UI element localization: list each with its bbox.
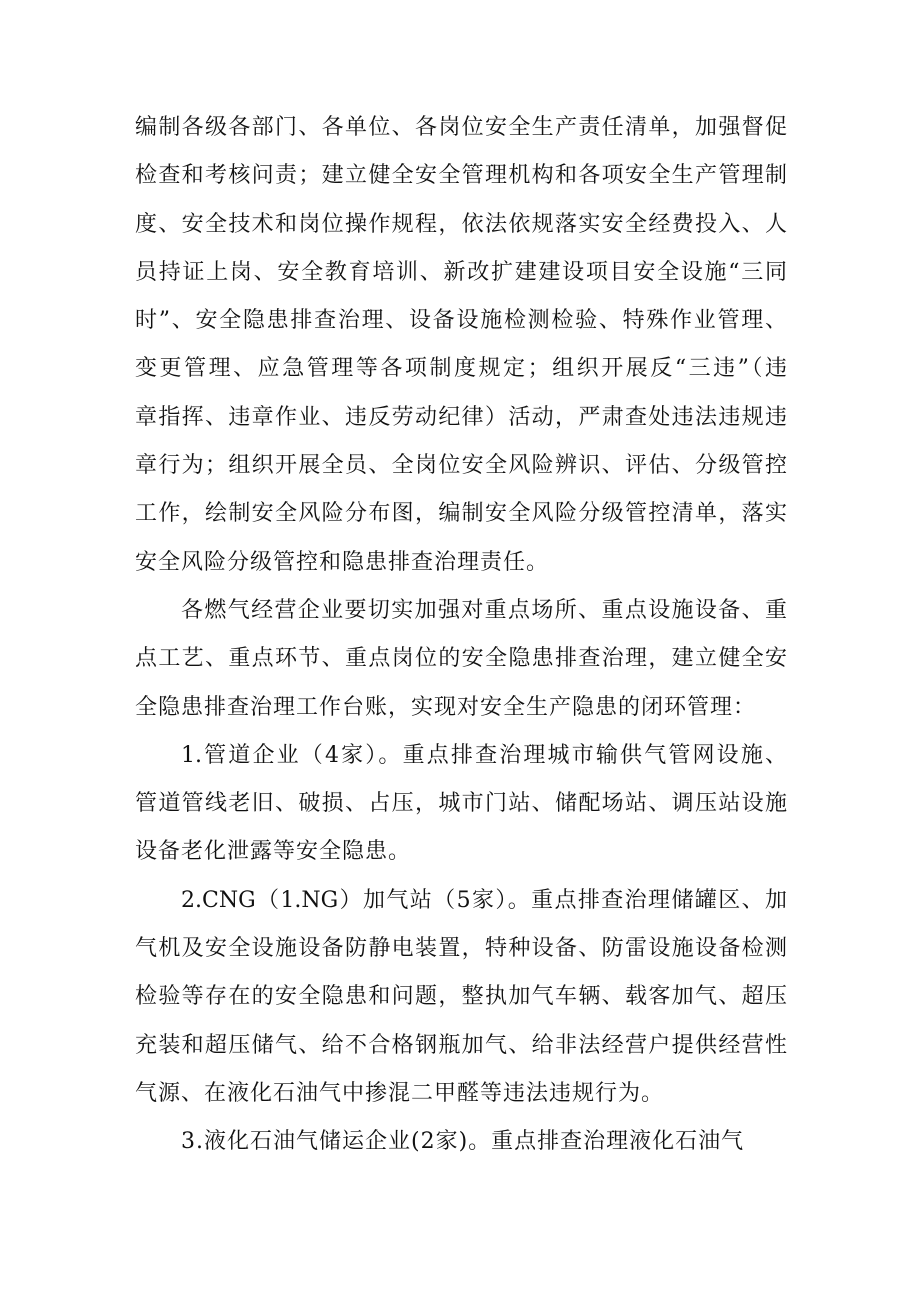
text-line: 全隐患排查治理工作台账，实现对安全生产隐患的闭环管理：: [135, 694, 757, 720]
text-line: 工作，绘制安全风险分布图，编制安全风险分级管控清单，落实: [135, 501, 787, 527]
list-item-lpg-storage: [135, 1118, 787, 1166]
text-line: 充装和超压储气、给不合格钢瓶加气、给非法经营户提供经营性: [135, 1032, 787, 1058]
text-line: 点工艺、重点环节、重点岗位的安全隐患排查治理，建立健全安: [135, 646, 787, 672]
text-line: 检查和考核问责；建立健全安全管理机构和各项安全生产管理制: [135, 163, 787, 189]
text-line: 安全风险分级管控和隐患排查治理责任。: [135, 549, 550, 575]
text-line: 度、安全技术和岗位操作规程，依法依规落实安全经费投入、人: [135, 211, 787, 237]
text-line: 各燃气经营企业要切实加强对重点场所、重点设施设备、重: [181, 597, 787, 623]
text-line: 设备老化泄露等安全隐患。: [135, 839, 412, 865]
text-line: 编制各级各部门、各单位、各岗位安全生产责任清单，加强督促: [135, 115, 787, 140]
text-line: 章行为；组织开展全员、全岗位安全风险辨识、评估、分级管控: [135, 453, 787, 479]
text-line: 员持证上岗、安全教育培训、新改扩建建设项目安全设施“三同: [135, 259, 787, 285]
list-item-cng-stations: [135, 877, 787, 1118]
text-line: 1.管道企业（4家）。重点排查治理城市输供气管网设施、: [181, 742, 787, 768]
text-line: 章指挥、违章作业、违反劳动纪律）活动，严肃查处违法违规违: [135, 404, 787, 430]
text-line: 管道管线老旧、破损、占压，城市门站、储配场站、调压站设施: [135, 791, 787, 817]
text-line: 气机及安全设施设备防静电装置，特种设备、防雷设施设备检测: [135, 936, 787, 962]
document-page: [135, 104, 787, 1167]
text-line: 时”、安全隐患排查治理、设备设施检测检验、特殊作业管理、: [135, 308, 787, 334]
text-line: 检验等存在的安全隐患和问题，整执加气车辆、载客加气、超压: [135, 984, 787, 1010]
paragraph-responsibilities: [135, 104, 787, 587]
text-line: 3.液化石油气储运企业(2家)。重点排查治理液化石油气: [181, 1129, 745, 1155]
text-line: 2.CNG（1.NG）加气站（5家）。重点排查治理储罐区、加: [181, 887, 787, 913]
list-item-pipeline-enterprises: [135, 732, 787, 877]
text-line: 气源、在液化石油气中掺混二甲醛等违法违规行为。: [135, 1080, 665, 1106]
text-line: 变更管理、应急管理等各项制度规定；组织开展反“三违”（违: [135, 356, 787, 382]
paragraph-hazard-inspection: [135, 587, 787, 732]
